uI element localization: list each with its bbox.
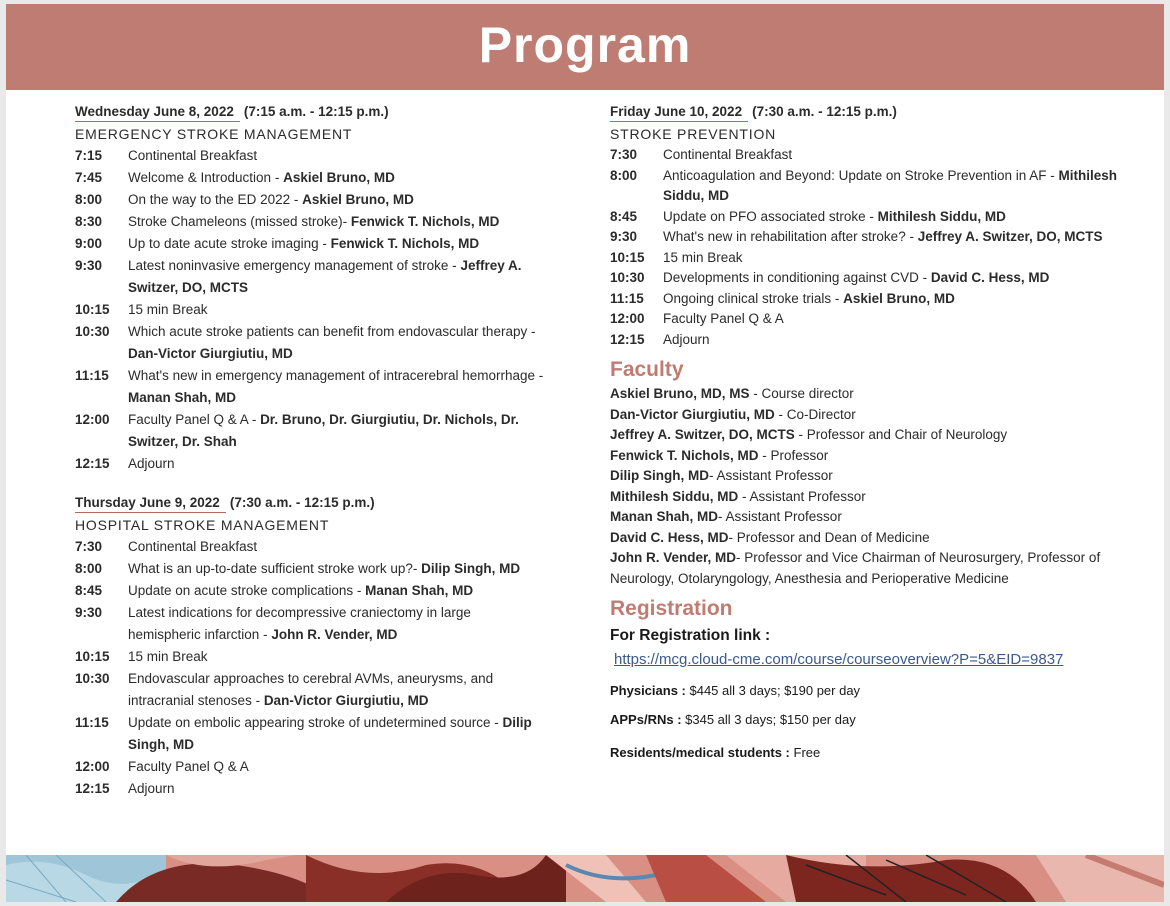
price-line: [610, 708, 1155, 731]
session-speaker: Dan-Victor Giurgiutiu, MD: [128, 346, 293, 361]
day-date: Friday June 10, 2022: [610, 103, 748, 122]
schedule-time: 12:00: [75, 759, 110, 774]
session-speaker: Manan Shah, MD: [128, 390, 237, 405]
faculty-role: - Co-Director: [774, 406, 856, 422]
schedule-time: 8:00: [610, 167, 638, 183]
schedule-description: [128, 756, 545, 778]
schedule-description: [128, 453, 545, 475]
session-title: Update on PFO associated stroke -: [663, 208, 878, 224]
schedule-row: [610, 145, 1155, 166]
day-header: [610, 102, 1155, 122]
schedule-description: [128, 233, 545, 255]
session-speaker: Dan-Victor Giurgiutiu, MD: [263, 693, 429, 708]
schedule-row: [75, 409, 545, 453]
session-speaker: David C. Hess, MD: [930, 270, 1050, 285]
schedule-time: 10:30: [75, 671, 110, 686]
session-title: Up to date acute stroke imaging -: [128, 236, 331, 251]
schedule-description: [663, 207, 1155, 228]
session-title: Stroke Chameleons (missed stroke)-: [128, 214, 351, 229]
session-speaker: Dilip Singh, MD: [128, 715, 532, 752]
schedule-row: [75, 668, 545, 712]
schedule-time: 9:30: [75, 258, 103, 273]
schedule-time: 9:00: [75, 236, 103, 251]
schedule-description: [663, 268, 1155, 289]
faculty-role: - Professor and Vice Chairman of Neurosurgery, Professor of Neurology, Otolaryngology, Anesthesia and Perioperative Medicine: [610, 550, 1101, 586]
schedule-description: [663, 289, 1155, 310]
session-title: Adjourn: [128, 456, 175, 471]
schedule-description: [128, 558, 545, 580]
schedule-time: 12:15: [75, 781, 110, 796]
faculty-heading: Faculty: [610, 358, 684, 381]
session-title: Faculty Panel Q & A: [128, 759, 249, 774]
faculty-role: - Professor: [758, 447, 829, 463]
schedule-description: [128, 299, 545, 321]
schedule-row: [75, 211, 545, 233]
price-audience: Physicians :: [610, 683, 686, 698]
schedule-row: [75, 189, 545, 211]
session-title: What is an up-to-date sufficient stroke work up?-: [128, 561, 422, 576]
schedule-time: 10:30: [610, 270, 645, 285]
session-title: Endovascular approaches to cerebral AVMs, aneurysms, and intracranial stenoses -: [128, 671, 494, 708]
faculty-name: Mithilesh Siddu, MD: [610, 488, 739, 504]
schedule-row: [75, 536, 545, 558]
footer-illustration: [6, 855, 1164, 902]
price-amount: Free: [789, 745, 821, 760]
schedule-description: [128, 409, 545, 453]
schedule-time: 8:30: [75, 214, 103, 229]
price-audience: Residents/medical students :: [610, 745, 790, 760]
program-page: [6, 4, 1164, 902]
schedule-row: [75, 646, 545, 668]
schedule-description: [128, 712, 545, 756]
faculty-member: [610, 528, 1155, 549]
schedule-row: [75, 255, 545, 299]
session-title: Latest noninvasive emergency management of stroke -: [128, 258, 461, 273]
session-speaker: Fenwick T. Nichols, MD: [350, 214, 500, 229]
schedule-description: [663, 309, 1155, 330]
session-title: Continental Breakfast: [128, 539, 258, 554]
faculty-name: Dilip Singh, MD: [610, 468, 709, 483]
schedule-time: 10:15: [75, 302, 110, 317]
schedule-row: [75, 558, 545, 580]
schedule-description: [128, 778, 545, 800]
day-date: Wednesday June 8, 2022: [75, 103, 240, 122]
price-audience: APPs/RNs :: [610, 712, 682, 727]
schedule-description: [663, 330, 1155, 351]
faculty-name: Jeffrey A. Switzer, DO, MCTS: [610, 427, 795, 442]
session-speaker: Jeffrey A. Switzer, DO, MCTS: [128, 258, 522, 295]
schedule-description: [663, 145, 1155, 166]
registration-link-row: [610, 647, 1155, 673]
session-speaker: Dilip Singh, MD: [421, 561, 521, 576]
schedule-row: [610, 227, 1155, 248]
schedule-row: [75, 580, 545, 602]
faculty-name: Manan Shah, MD: [610, 509, 719, 524]
faculty-name: Dan-Victor Giurgiutiu, MD: [610, 406, 775, 422]
session-title: On the way to the ED 2022 -: [128, 192, 303, 207]
faculty-member: [610, 446, 1155, 467]
session-speaker: Dr. Bruno, Dr. Giurgiutiu, Dr. Nichols, Dr. Switzer, Dr. Shah: [128, 412, 519, 449]
schedule-time: 10:30: [75, 324, 110, 339]
faculty-role: - Course director: [749, 386, 854, 401]
schedule-description: [128, 189, 545, 211]
session-speaker: Mithilesh Siddu, MD: [663, 167, 1118, 203]
schedule-row: [610, 309, 1155, 330]
schedule-row: [610, 207, 1155, 228]
session-title: Anticoagulation and Beyond: Update on Stroke Prevention in AF -: [663, 167, 1059, 183]
day-time-range: (7:30 a.m. - 12:15 p.m.): [229, 495, 375, 510]
banner: [6, 4, 1164, 90]
session-title: Faculty Panel Q & A: [663, 311, 784, 326]
session-speaker: Mithilesh Siddu, MD: [877, 208, 1006, 224]
schedule-time: 7:30: [75, 539, 103, 554]
price-line: [610, 741, 1155, 764]
page-title: Program: [478, 17, 692, 73]
schedule-description: [128, 580, 545, 602]
faculty-role: - Assistant Professor: [709, 468, 833, 483]
session-speaker: Askiel Bruno, MD: [302, 192, 414, 207]
schedule-description: [128, 211, 545, 233]
faculty-member: [610, 507, 1155, 528]
session-title: Faculty Panel Q & A -: [128, 412, 261, 427]
day-header: [75, 102, 545, 122]
schedule-time: 12:00: [610, 311, 645, 326]
schedule-time: 7:45: [75, 170, 103, 185]
faculty-name: David C. Hess, MD: [610, 529, 729, 545]
session-title: Latest indications for decompressive craniectomy in large hemispheric infarction -: [128, 605, 471, 642]
session-title: Continental Breakfast: [128, 148, 258, 163]
session-speaker: Askiel Bruno, MD: [283, 170, 395, 185]
faculty-role: - Assistant Professor: [738, 488, 866, 504]
registration-link[interactable]: https://mcg.cloud-cme.com/course/courseoverview?P=5&EID=9837: [614, 651, 1064, 668]
schedule-row: [75, 145, 545, 167]
schedule-row: [75, 602, 545, 646]
schedule-row: [610, 268, 1155, 289]
schedule-time: 7:15: [75, 148, 103, 163]
schedule-row: [75, 167, 545, 189]
faculty-member: [610, 384, 1155, 405]
schedule-time: 12:15: [75, 456, 110, 471]
session-speaker: Jeffrey A. Switzer, DO, MCTS: [917, 229, 1103, 244]
schedule-time: 10:15: [610, 249, 645, 265]
price-amount: $345 all 3 days; $150 per day: [681, 712, 856, 727]
schedule-row: [75, 756, 545, 778]
schedule-row: [610, 289, 1155, 310]
faculty-role: - Assistant Professor: [718, 509, 842, 524]
faculty-member: [610, 487, 1155, 508]
anatomy-illustration: [6, 855, 1164, 902]
faculty-member: [610, 466, 1155, 487]
registration-heading: Registration: [610, 597, 733, 620]
session-title: Developments in conditioning against CVD -: [663, 270, 931, 285]
faculty-name: John R. Vender, MD: [610, 550, 737, 565]
faculty-role: - Professor and Chair of Neurology: [794, 427, 1008, 442]
faculty-member: [610, 425, 1155, 446]
session-speaker: John R. Vender, MD: [271, 627, 398, 642]
schedule-description: [663, 166, 1155, 207]
section-title: STROKE PREVENTION: [610, 126, 777, 142]
schedule-row: [610, 330, 1155, 351]
schedule-row: [610, 248, 1155, 269]
schedule-description: [128, 602, 545, 646]
schedule-time: 11:15: [610, 290, 644, 306]
session-title: Ongoing clinical stroke trials -: [663, 290, 844, 306]
session-speaker: Manan Shah, MD: [365, 583, 474, 598]
session-title: What's new in rehabilitation after stroke? -: [663, 229, 918, 244]
session-title: 15 min Break: [128, 649, 208, 664]
schedule-time: 8:00: [75, 561, 103, 576]
session-title: 15 min Break: [663, 249, 743, 265]
schedule-description: [128, 536, 545, 558]
session-title: Update on acute stroke complications -: [128, 583, 366, 598]
schedule-time: 12:15: [610, 331, 645, 347]
schedule-time: 9:30: [75, 605, 103, 620]
faculty-name: Fenwick T. Nichols, MD: [610, 447, 759, 463]
day-time-range: (7:30 a.m. - 12:15 p.m.): [752, 104, 897, 119]
session-speaker: Fenwick T. Nichols, MD: [330, 236, 480, 251]
faculty-member: [610, 405, 1155, 426]
schedule-row: [75, 233, 545, 255]
session-title: Welcome & Introduction -: [128, 170, 284, 185]
schedule-row: [75, 712, 545, 756]
faculty-member: [610, 548, 1155, 589]
registration-link-label: For Registration link :: [610, 627, 771, 644]
day-date: Thursday June 9, 2022: [75, 494, 226, 513]
session-title: Continental Breakfast: [663, 147, 793, 162]
right-column: [610, 102, 1155, 764]
schedule-description: [128, 321, 545, 365]
schedule-time: 12:00: [75, 412, 110, 427]
left-column: [75, 102, 545, 800]
day-header: [75, 493, 545, 513]
schedule-time: 11:15: [75, 715, 109, 730]
schedule-time: 11:15: [75, 368, 109, 383]
schedule-row: [75, 299, 545, 321]
schedule-description: [128, 365, 545, 409]
day-time-range: (7:15 a.m. - 12:15 p.m.): [243, 104, 389, 119]
schedule-time: 7:30: [610, 147, 638, 162]
schedule-row: [75, 778, 545, 800]
session-speaker: Askiel Bruno, MD: [843, 290, 955, 306]
day-spacer: [75, 475, 545, 493]
schedule-description: [128, 668, 545, 712]
schedule-description: [128, 646, 545, 668]
schedule-description: [128, 255, 545, 299]
schedule-description: [663, 227, 1155, 248]
session-title: 15 min Break: [128, 302, 208, 317]
schedule-time: 9:30: [610, 229, 638, 244]
schedule-time: 10:15: [75, 649, 110, 664]
schedule-description: [663, 248, 1155, 269]
schedule-time: 8:45: [610, 208, 638, 224]
schedule-time: 8:00: [75, 192, 103, 207]
schedule-time: 8:45: [75, 583, 103, 598]
session-title: What's new in emergency management of intracerebral hemorrhage -: [128, 368, 544, 383]
section-title: EMERGENCY STROKE MANAGEMENT: [75, 126, 353, 142]
faculty-role: - Professor and Dean of Medicine: [728, 529, 930, 545]
schedule-row: [75, 321, 545, 365]
schedule-row: [610, 166, 1155, 207]
schedule-description: [128, 167, 545, 189]
price-line: [610, 679, 1155, 702]
price-amount: $445 all 3 days; $190 per day: [685, 683, 861, 698]
schedule-row: [75, 365, 545, 409]
session-title: Which acute stroke patients can benefit from endovascular therapy -: [128, 324, 536, 339]
session-title: Adjourn: [663, 331, 710, 347]
faculty-name: Askiel Bruno, MD, MS: [610, 386, 750, 401]
session-title: Adjourn: [128, 781, 175, 796]
schedule-row: [75, 453, 545, 475]
schedule-description: [128, 145, 545, 167]
section-title: HOSPITAL STROKE MANAGEMENT: [75, 517, 330, 533]
session-title: Update on embolic appearing stroke of undetermined source -: [128, 715, 503, 730]
